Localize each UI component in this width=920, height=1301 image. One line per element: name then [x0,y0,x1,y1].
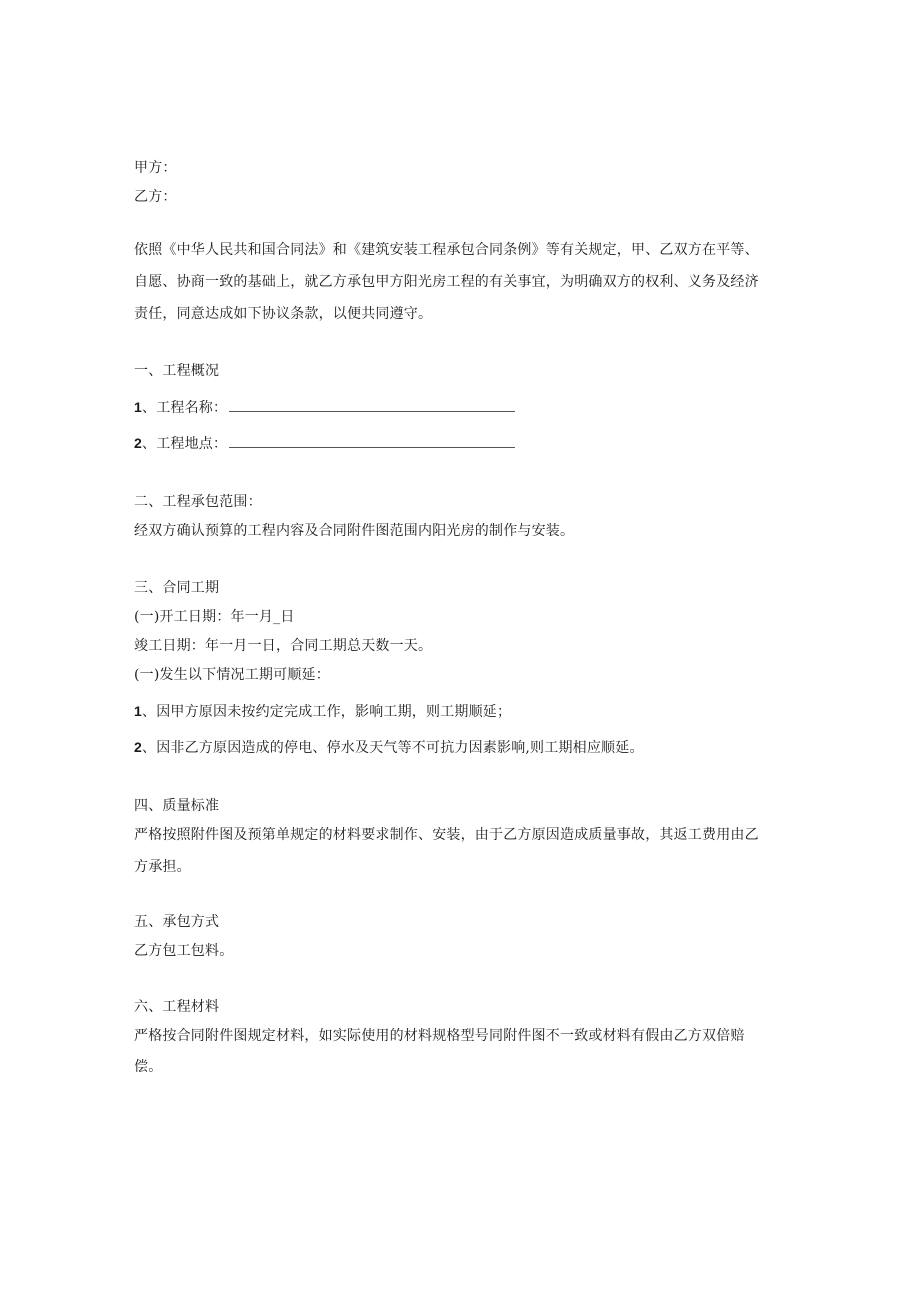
project-location-blank[interactable] [229,433,515,448]
item-number: 2 [134,435,142,451]
section-3-heading: 三、合同工期 [134,580,220,596]
section-4-line-2: 方承担。 [134,859,191,875]
section-6-line-1: 严格按合同附件图规定材料，如实际使用的材料规格型号同附件图不一致或材料有假由乙方双倍赔 [134,1028,745,1044]
delay-item-1-text: 、因甲方原因未按约定完成工作，影响工期，则工期顺延； [142,704,512,720]
intro-line-3: 责任，同意达成如下协议条款，以便共同遵守。 [134,306,433,322]
item-number: 1 [134,703,142,719]
section-2-heading: 二、工程承包范围： [134,494,262,510]
delay-heading: (一)发生以下情况工期可顺延： [134,667,330,683]
section-5-heading: 五、承包方式 [134,914,220,930]
project-name-row [134,397,515,418]
project-name-label: 、工程名称： [142,400,228,416]
delay-item-2-text: 、因非乙方原因造成的停电、停水及天气等不可抗力因素影响,则工期相应顺延。 [142,740,644,756]
intro-line-2: 自愿、协商一致的基础上，就乙方承包甲方阳光房工程的有关事宜，为明确双方的权利、义务及经济 [134,274,759,290]
section-6-heading: 六、工程材料 [134,999,220,1015]
section-6-line-2: 偿。 [134,1059,163,1075]
item-number: 2 [134,739,142,755]
section-5-body: 乙方包工包料。 [134,943,234,959]
delay-item-1 [134,701,511,722]
delay-item-2 [134,737,644,758]
end-date: 竣工日期：年一月一日，合同工期总天数一天。 [134,638,433,654]
section-4-heading: 四、质量标准 [134,798,220,814]
section-1-heading: 一、工程概况 [134,363,220,379]
party-b-label: 乙方： [134,189,177,205]
project-name-blank[interactable] [229,397,515,412]
project-location-row [134,433,515,454]
section-4-line-1: 严格按照附件图及预第单规定的材料要求制作、安装，由于乙方原因造成质量事故，其返工费用由乙 [134,827,759,843]
intro-line-1: 依照《中华人民共和国合同法》和《建筑安装工程承包合同条例》等有关规定，甲、乙双方在平等、 [134,242,759,258]
project-location-label: 、工程地点： [142,436,228,452]
party-a-label: 甲方： [134,160,177,176]
section-2-body: 经双方确认预算的工程内容及合同附件图范围内阳光房的制作与安装。 [134,523,575,539]
start-date: (一)开工日期：年一月_日 [134,609,295,625]
item-number: 1 [134,399,142,415]
